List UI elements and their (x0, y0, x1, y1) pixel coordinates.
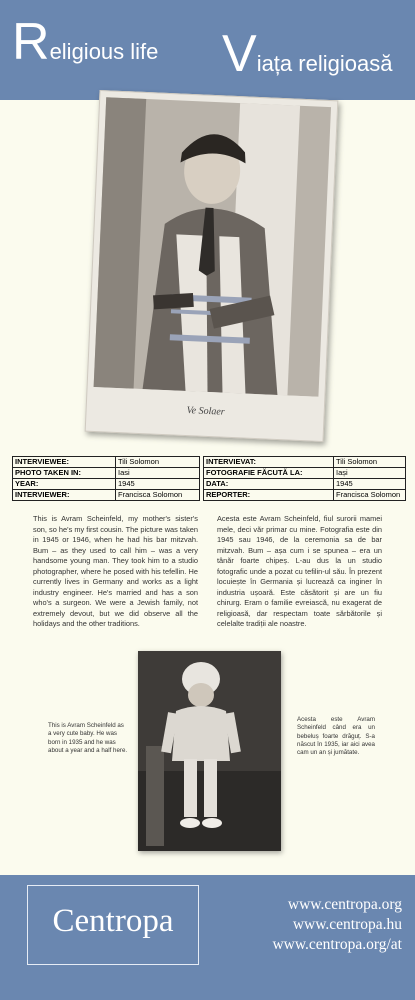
info-key: REPORTER: (204, 490, 334, 501)
website-links (240, 895, 402, 955)
table-row (13, 490, 200, 501)
info-value: Francisca Solomon (334, 490, 406, 501)
boy-bar-mitzvah-photo (85, 90, 339, 442)
photo-illustration (86, 91, 338, 441)
info-table-romanian (203, 456, 406, 501)
website-link[interactable]: www.centropa.hu (292, 916, 402, 933)
photographer-signature: Ve Solaer (186, 405, 225, 418)
table-row (13, 457, 200, 468)
info-value: Tili Solomon (334, 457, 406, 468)
info-key: FOTOGRAFIE FĂCUTĂ LA: (204, 468, 334, 479)
photo-illustration (138, 651, 281, 851)
info-key: INTERVIEVAT: (204, 457, 334, 468)
info-table-english (12, 456, 200, 501)
table-row (204, 490, 406, 501)
baby-photo (138, 651, 281, 851)
info-key: INTERVIEWEE: (13, 457, 116, 468)
website-link[interactable]: www.centropa.org (287, 896, 402, 913)
info-value: 1945 (334, 479, 406, 490)
info-value: 1945 (116, 479, 200, 490)
table-row (204, 457, 406, 468)
info-value: Francisca Solomon (116, 490, 200, 501)
table-row (204, 468, 406, 479)
website-link[interactable]: www.centropa.org/at (272, 936, 402, 953)
table-row (13, 479, 200, 490)
baby-caption-english: This is Avram Scheinfeld as a very cute baby. He was born in 1935 and he was about a year and a half here. (48, 722, 128, 754)
info-key: INTERVIEWER: (13, 490, 116, 501)
centropa-logo (27, 885, 199, 965)
story-paragraph-english: This is Avram Scheinfeld, my mother's sister's son, so he's my first cousin. The picture was taken in 1945 or 1946, when he had his bar mitzvah. Bum – as they used to call him – was a very handsome young man. They took him to a studio photographer, where he posed with his tefellin. He currently lives in Germany and works as a light industry engineer. He's married and has a son who's a surgeon. We were a Jewish family, not extremely devout, but we did observe all the holidays and the other traditions. (33, 514, 198, 628)
table-row (204, 479, 406, 490)
info-key: PHOTO TAKEN IN: (13, 468, 116, 479)
table-row (13, 468, 200, 479)
baby-caption-romanian: Acesta este Avram Scheinfeld când era un bebeluș foarte drăguț. S-a născut în 1935, iar aici avea cam un an și jumătate. (297, 716, 375, 757)
story-paragraph-romanian: Acesta este Avram Scheinfeld, fiul surorii mamei mele, deci văr primar cu mine. Fotografia este din 1945 sau 1946, de la ceremonia sa de bar mitzvah. Bum – așa cum i se spunea – era un tânăr foarte chipeș. L-au dus la un studio fotografic unde a pozat cu tefilin-ul său. În prezent locuiește în Germania și lucrează ca inginer în industria ușoară. Este căsătorit și are un fiu chirurg. Eram o familie evreiască, nu exagerat de religioasă, dar respectam toate sărbătorile și celelalte tradiții ale noastre. (217, 514, 382, 628)
title-english: Religious life (12, 13, 159, 71)
brand-name: Centropa (52, 903, 174, 939)
info-key: YEAR: (13, 479, 116, 490)
info-value: Iasi (116, 468, 200, 479)
info-value: Iași (334, 468, 406, 479)
info-value: Tili Solomon (116, 457, 200, 468)
info-key: DATA: (204, 479, 334, 490)
title-romanian: Viața religioasă (222, 25, 393, 83)
